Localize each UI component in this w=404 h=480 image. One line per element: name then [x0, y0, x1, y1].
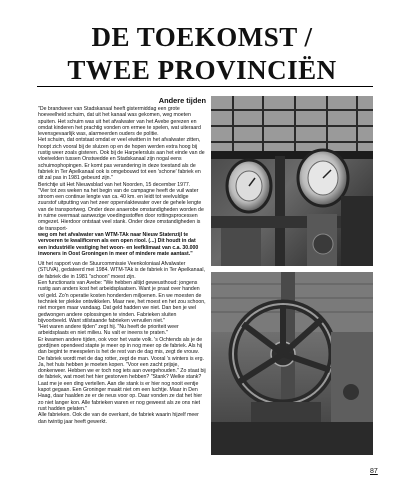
paragraph-1: "De brandweer van Stadskanaal heeft gistermiddag een grote hoeveelheid schuim, dat uit het kanaal was gekomen, weg moeten spuiten. Het schuim was uit het afvalwater van het Avebe gerezen en omdat kinderen het prachtig vonden om ermee te spelen, wat uiteraard levensgevaarlijk was, alarmeerden ouders de politie.	[38, 106, 201, 138]
page-title-line-2: TWEE PROVINCIËN	[67, 55, 337, 85]
paragraph-5: Uit het rapport van de Stuurcommissie Veenkoloniaal Afvalwater (STUVA), gedateerd mei 1984. WTM-TAk is de fabriek in Ter Apelkanaal, de fabriek die in 1981 "schoon" moest zijn.	[38, 261, 205, 280]
page-title-line-1: DE TOEKOMST /	[91, 22, 313, 52]
paragraph-6: Een functionaris van Avebe: "We hebben altijd geweusthoud: jongens rustig aan anders kost het arbeidsplaatsen. Want je praat over handen vol geld. Zo'n operatie kosten honderden miljoenen. En we moesten de techniek ter plekke ontwikkelen. Maar nee, het moest en het zou schoon, niet morgen maar vandaag. Dat geld hadden we niet. Dan ben je wel gedwongen andere oplossingen te vinden. Fabrieken sluiten bijvoorbeeld. Want stilstaande fabrieken vervuilen niet."	[38, 280, 206, 324]
paragraph-7: "Het waren andere tijden" zegt hij. "Nu heeft de prioriteit weer arbeidsplaats en niet milieu. Nu valt er ineens te praten."	[38, 324, 179, 337]
paragraph-3: Berichtje uit Het Nieuwsblad van het Noorden, 15 december 1977.	[38, 181, 191, 188]
title-rule	[37, 86, 373, 87]
paragraph-4b: weg om het afvalwater van WTM-TAk naar Nieuw Statenzijl te vervoeren te kwalificeren als een open riool. (...) Dit houdt in dat een industriële vestiging het woon- en leefklimaat van c.a. 30.000 inwoners in Oost Groningen in meer of mindere mate aantast."	[38, 231, 199, 257]
paragraph-8: Er kwamen andere tijden, ook voor het vaste volk. 's Ochtends als je de gordijnen opendeed stapte je meer op in nog meer op de fabriek. Als hij dan begint te meespelen is het de rest van de dag mis, zegt de vrouw. De fabriek wordt met de dag rotter, zegt de man. Vooral 's winters is erg. Ja, het huis hebben je moeten kopen. "Voor een zacht prijsje, donkerweer. Hebben we er toch nog iets aan overgehouden." Zo staat bij de fabriek, wat moet het hier gestorven hebben? "Stank? Welke stank? Laat me je een ding vertellen. Aan die stank is er hier nog nooit eentje kapot gegaan. Een Groninger maakt niet om een luchtje. Maar in Den Haag, daar haalden ze er de neus voor op. Daar vonden ze dat het hier zo niet langer kon. Alle fabrieken waren er nog geweest als ze ons niet rust hadden gelaten."	[38, 336, 206, 412]
article-column	[38, 96, 206, 425]
paragraph-4a: "Vier tot zes weken na het begin van de campagne heeft de vuil water stroom een continue lengte van ca. 40 km. en leidt tot veelvuldige zuurstof uitputting van het zeer oppervlaktewater over de gehele lengte van de transportweg. Onder deze anaerobe omstandigheden worden de in ruime overmaat aanwezige voedingsstoffen door rottingsprocessen omgezet. Hierdoor ontstaat veel stank. Onder deze omstandigheden is de transport-	[38, 187, 204, 232]
photo-hand-wheel	[211, 272, 373, 455]
paragraph-2: Het schuim, dat ontstaat omdat er veel eiwitten in het afvalwater zitten, hoopt zich vooral bij de sluizen op en de hopen werden extra hoog bij rustig weer zoals gisteren. Ook bij de Harpelersluis aan het einde van de vloeivelden tussen Onstwedde en Stadskanaal zijn nogal eens schuimophopingen. Er komt pas verandering in deze toestand als de fabriek in Ter Apelkanaal ook is omgebouwd tot een 'schone' fabriek en dit zal pas in 1981 gebeurd zijn."	[38, 137, 205, 182]
page-number: 87	[370, 468, 378, 475]
photo-machinery	[211, 96, 373, 266]
section-heading: Andere tijden	[158, 96, 206, 105]
paragraph-9: Alle fabrieken. Ook die van de overkant, de fabriek waarin hijzelf meer dan twintig jaar heeft gewerkt.	[38, 412, 199, 425]
